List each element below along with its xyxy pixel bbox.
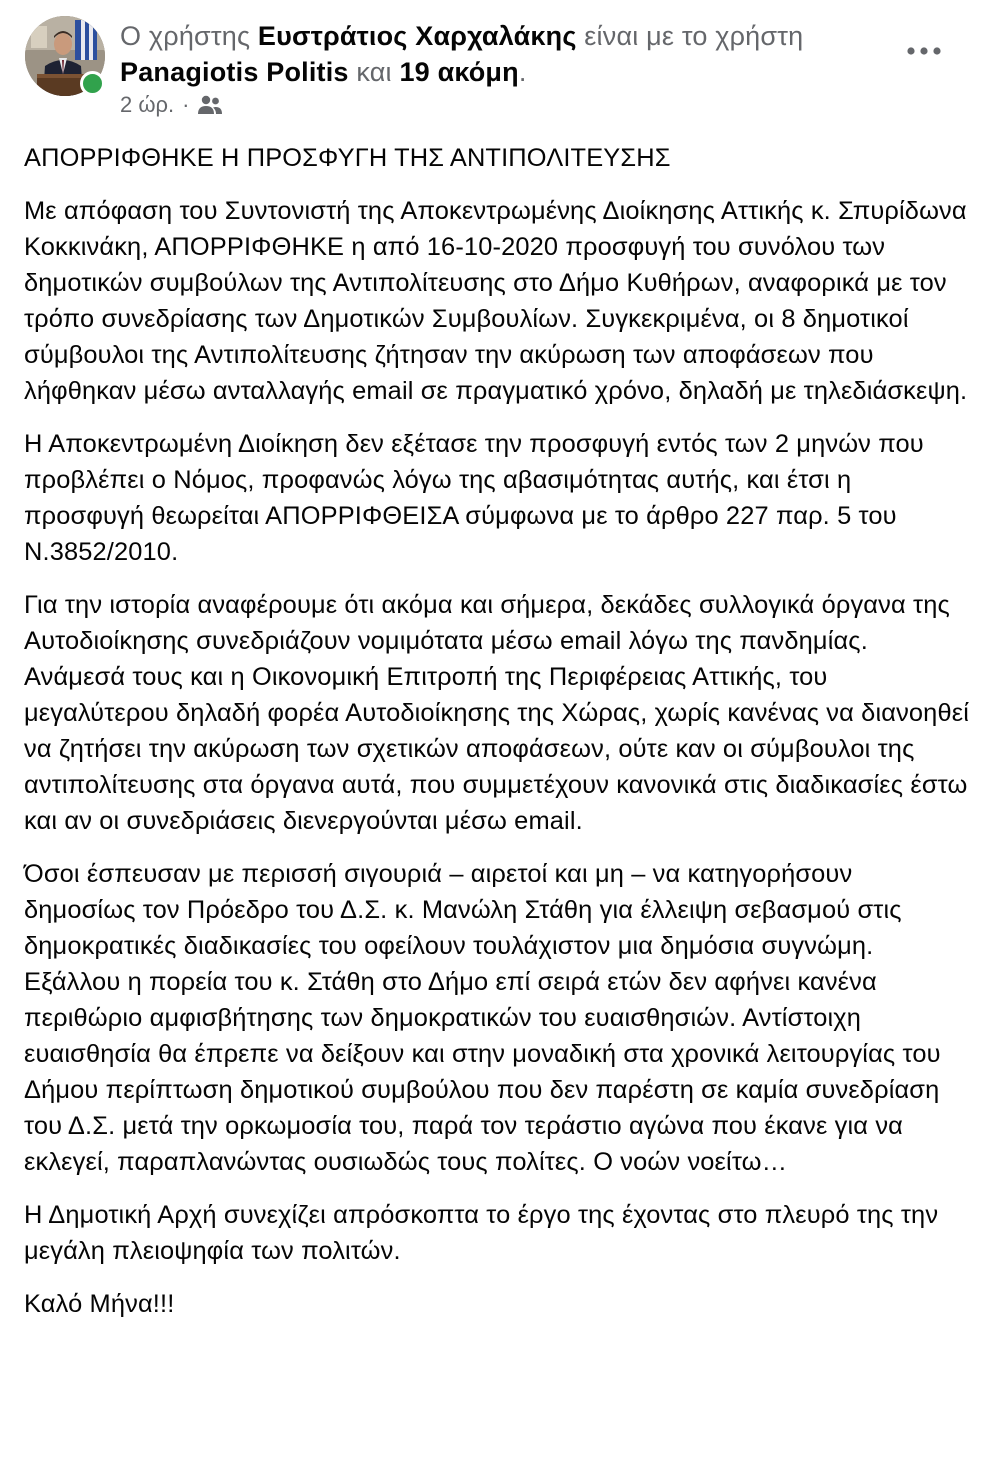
online-status-indicator	[80, 71, 105, 96]
post-paragraph: Για την ιστορία αναφέρουμε ότι ακόμα και σήμερα, δεκάδες συλλογικά όργανα της Αυτοδιοίκησης συνεδριάζουν νομιμότατα μέσω email λόγω της πανδημίας. Ανάμεσά τους και η Οικονομική Επιτροπή της Περιφέρειας Αττικής, του μεγαλύτερου δηλαδή φορέα Αυτοδιοίκησης της Χώρας, χωρίς κανένας να διανοηθεί να ζητήσει την ακύρωση των σχετικών αποφάσεων, ούτε καν οι σύμβουλοι της αντιπολίτευσης στα όργανα αυτά, που συμμετέχουν κανονικά στις διαδικασίες έστω και αν οι συνεδριάσεις διενεργούνται μέσω email.	[24, 591, 969, 835]
post-header	[0, 0, 982, 140]
post-paragraph-closing: Καλό Μήνα!!!	[24, 1290, 175, 1318]
post-body	[24, 140, 969, 1339]
header-connector: είναι με το χρήστη	[576, 21, 804, 51]
others-tagged-link[interactable]: 19 ακόμη	[399, 57, 519, 87]
tagged-user-link[interactable]: Panagiotis Politis	[120, 57, 349, 87]
post-timestamp[interactable]: 2 ώρ.	[120, 92, 175, 117]
post-paragraph: Η Δημοτική Αρχή συνεχίζει απρόσκοπτα το έργο της έχοντας στο πλευρό της την μεγάλη πλειοψηφία των πολιτών.	[24, 1201, 939, 1265]
post-header-text	[120, 18, 880, 90]
author-name-link[interactable]: Ευστράτιος Χαρχαλάκης	[257, 21, 577, 51]
post-meta	[120, 90, 223, 120]
post-paragraph-title: ΑΠΟΡΡΙΦΘΗΚΕ Η ΠΡΟΣΦΥΓΗ ΤΗΣ ΑΝΤΙΠΟΛΙΤΕΥΣΗΣ	[24, 144, 671, 172]
more-options-button[interactable]	[900, 34, 948, 68]
post-paragraph: Η Αποκεντρωμένη Διοίκηση δεν εξέτασε την προσφυγή εντός των 2 μηνών που προβλέπει ο Νόμος, προφανώς λόγω της αβασιμότητας αυτής, και έτσι η προσφυγή θεωρείται ΑΠΟΡΡΙΦΘΕΙΣΑ σύμφωνα με το άρθρο 227 παρ. 5 του Ν.3852/2010.	[24, 430, 924, 566]
post-paragraph: Με απόφαση του Συντονιστή της Αποκεντρωμένης Διοίκησης Αττικής κ. Σπυρίδωνα Κοκκινάκη, ΑΠΟΡΡΙΦΘΗΚΕ η από 16-10-2020 προσφυγή του συνόλου των δημοτικών συμβούλων της Αντιπολίτευσης στο Δήμο Κυθήρων, αναφορικά με τον τρόπο συνεδρίασης των Δημοτικών Συμβουλίων. Συγκεκριμένα, οι 8 δημοτικοί σύμβουλοι της Αντιπολίτευσης ζήτησαν την ακύρωση των αποφάσεων που λήφθηκαν μέσω ανταλλαγής email σε πραγματικό χρόνο, δηλαδή με τηλεδιάσκεψη.	[24, 197, 968, 405]
post-paragraph: Όσοι έσπευσαν με περισσή σιγουριά – αιρετοί και μη – να κατηγορήσουν δημοσίως τον Πρόεδρο του Δ.Σ. κ. Μανώλη Στάθη για έλλειψη σεβασμού στις δημοκρατικές διαδικασίες του οφείλουν τουλάχιστον μια δημόσια συγνώμη. Εξάλλου η πορεία του κ. Στάθη στο Δήμο επί σειρά ετών δεν αφήνει κανένα περιθώριο αμφισβήτησης των δημοκρατικών του ευαισθησιών. Αντίστοιχη ευαισθησία θα έπρεπε να δείξουν και στην μοναδική στα χρονικά λειτουργίας του Δήμου περίπτωση δημοτικού συμβούλου που δεν παρέστη σε καμία συνεδρίαση του Δ.Σ. μετά την ορκωμοσία του, παρά τον τεράστιο αγώνα που έκανε για να εκλεγεί, παραπλανώντας ουσιωδώς τους πολίτες. Ο νοών νοείτω…	[24, 860, 941, 1176]
header-suffix: .	[518, 57, 527, 87]
more-options-icon	[907, 47, 941, 55]
header-prefix: Ο χρήστης	[120, 21, 258, 51]
meta-separator: ·	[182, 92, 190, 117]
header-and-text: και	[348, 57, 400, 87]
friends-icon[interactable]	[197, 94, 223, 116]
